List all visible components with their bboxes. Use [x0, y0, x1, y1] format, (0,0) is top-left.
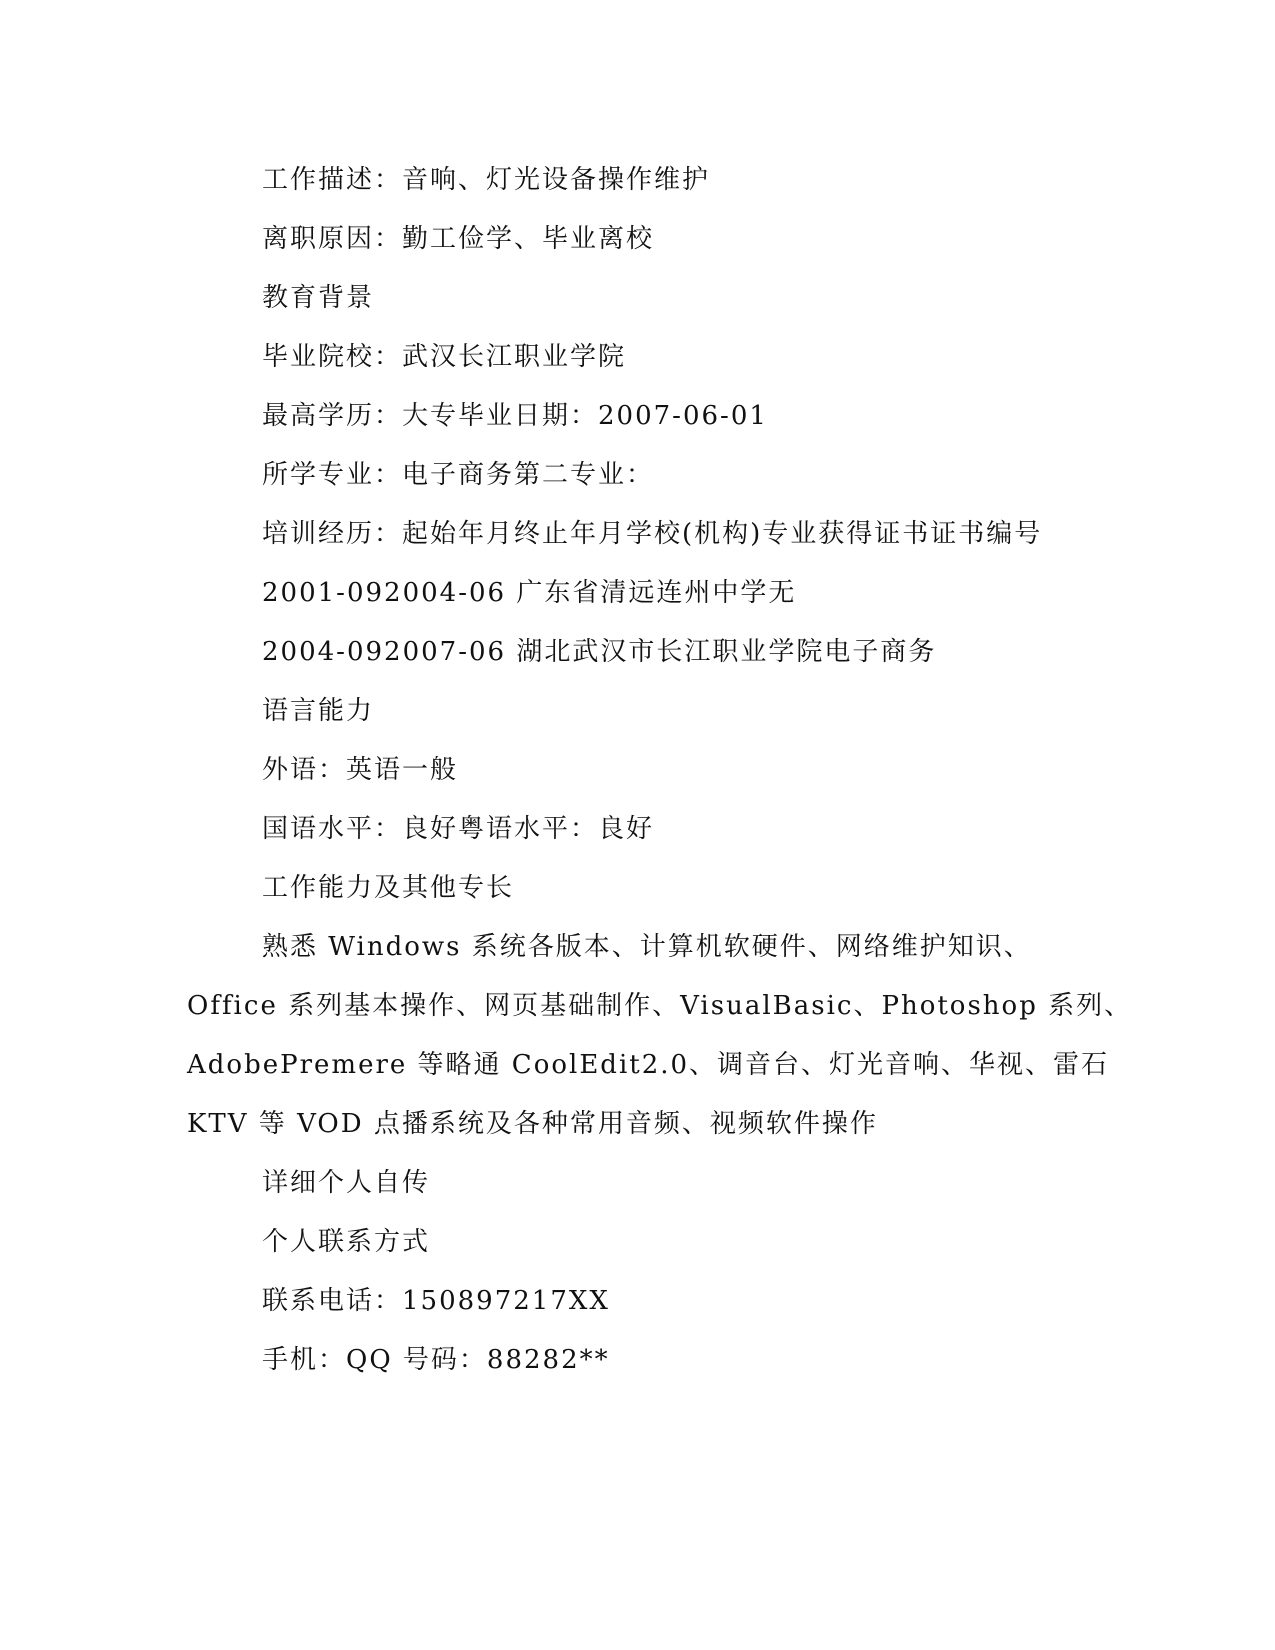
education-heading: 教育背景 [262, 283, 375, 313]
mobile-qq-line: 手机：QQ 号码：88282** [262, 1345, 610, 1375]
dialect-level-line: 国语水平：良好粤语水平：良好 [262, 814, 655, 844]
skills-paragraph-line-1: 熟悉 Windows 系统各版本、计算机软硬件、网络维护知识、 [262, 932, 1032, 962]
leave-reason-line: 离职原因：勤工俭学、毕业离校 [262, 224, 655, 254]
graduate-school-line: 毕业院校：武汉长江职业学院 [262, 342, 627, 372]
foreign-language-line: 外语：英语一般 [262, 755, 459, 785]
phone-line: 联系电话：150897217XX [262, 1286, 610, 1316]
training-row-2: 2004-092007-06 湖北武汉市长江职业学院电子商务 [262, 637, 937, 667]
major-line: 所学专业：电子商务第二专业： [262, 460, 655, 490]
skills-paragraph-line-2: Office 系列基本操作、网页基础制作、VisualBasic、Photoshop 系列、 [187, 991, 1133, 1021]
autobiography-heading: 详细个人自传 [262, 1168, 431, 1198]
contact-heading: 个人联系方式 [262, 1227, 431, 1257]
skills-heading: 工作能力及其他专长 [262, 873, 515, 903]
skills-paragraph-line-3: AdobePremere 等略通 CoolEdit2.0、调音台、灯光音响、华视、雷石 [187, 1050, 1110, 1080]
training-row-1: 2001-092004-06 广东省清远连州中学无 [262, 578, 797, 608]
work-description-line: 工作描述：音响、灯光设备操作维护 [262, 165, 711, 195]
training-header-line: 培训经历：起始年月终止年月学校(机构)专业获得证书证书编号 [262, 519, 1043, 549]
highest-degree-line: 最高学历：大专毕业日期：2007-06-01 [262, 401, 768, 431]
language-heading: 语言能力 [262, 696, 375, 726]
skills-paragraph-line-4: KTV 等 VOD 点播系统及各种常用音频、视频软件操作 [187, 1109, 878, 1139]
